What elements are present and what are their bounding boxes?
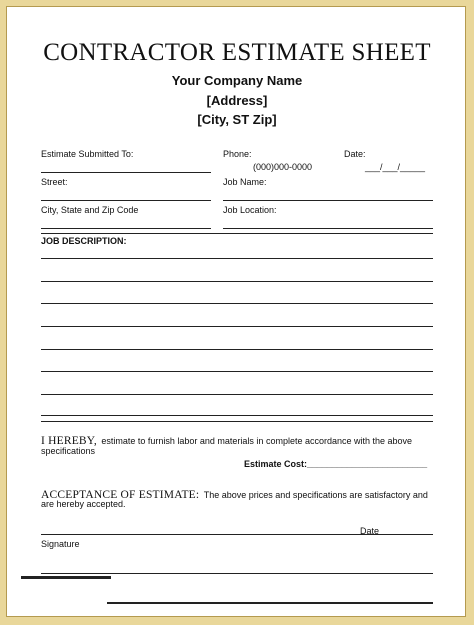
hereby-statement bbox=[41, 431, 412, 449]
date-label: Date bbox=[360, 526, 380, 536]
date-label-top: Date: bbox=[344, 149, 366, 159]
estimate-submitted-to-label: Estimate Submitted To: bbox=[41, 149, 134, 159]
city-state-zip-label: City, State and Zip Code bbox=[41, 205, 139, 215]
acceptance-text: The above prices and specifications are satisfactory and bbox=[203, 490, 428, 500]
city-state-zip-line[interactable] bbox=[41, 228, 211, 229]
street-line[interactable] bbox=[41, 200, 211, 201]
estimate-cost-field[interactable]: Estimate Cost:________________________ bbox=[244, 459, 428, 469]
description-line[interactable] bbox=[41, 281, 433, 282]
description-line[interactable] bbox=[41, 371, 433, 372]
description-line[interactable] bbox=[41, 349, 433, 350]
phone-label: Phone: bbox=[223, 149, 252, 159]
job-location-label: Job Location: bbox=[223, 205, 277, 215]
company-name: Your Company Name bbox=[171, 73, 303, 88]
submitted-to-line[interactable] bbox=[41, 172, 211, 173]
description-line[interactable] bbox=[41, 303, 433, 304]
job-location-line[interactable] bbox=[223, 228, 433, 229]
job-description-label: JOB DESCRIPTION: bbox=[41, 236, 127, 246]
hereby-text: estimate to furnish labor and materials in complete accordance with the above bbox=[101, 436, 413, 446]
phone-value: (000)000-0000 bbox=[253, 162, 313, 172]
description-bottom-rule bbox=[41, 421, 433, 422]
description-line[interactable] bbox=[41, 415, 433, 416]
description-line[interactable] bbox=[41, 326, 433, 327]
date-blank: ___/___/_____ bbox=[365, 162, 426, 172]
date-line[interactable] bbox=[41, 534, 433, 535]
street-label: Street: bbox=[41, 177, 68, 187]
description-line[interactable] bbox=[41, 394, 433, 395]
description-line[interactable] bbox=[41, 258, 433, 259]
hereby-text-cont: specifications bbox=[41, 446, 96, 456]
job-name-label: Job Name: bbox=[223, 177, 267, 187]
footer-rule bbox=[107, 602, 433, 604]
acceptance-lead: ACCEPTANCE OF ESTIMATE: bbox=[41, 489, 200, 501]
company-address: [Address] bbox=[206, 93, 268, 108]
signature-line[interactable] bbox=[41, 573, 433, 574]
job-name-line[interactable] bbox=[223, 200, 433, 201]
job-description-top-rule bbox=[41, 233, 433, 234]
company-city: [City, ST Zip] bbox=[197, 112, 277, 127]
signature-label: Signature bbox=[41, 539, 80, 549]
acceptance-text-cont: are hereby accepted. bbox=[41, 499, 126, 509]
estimate-sheet bbox=[6, 6, 466, 617]
document-title: CONTRACTOR ESTIMATE SHEET bbox=[43, 39, 431, 66]
footer-watermark-bar bbox=[21, 576, 111, 579]
hereby-lead: I HEREBY, bbox=[41, 435, 97, 447]
